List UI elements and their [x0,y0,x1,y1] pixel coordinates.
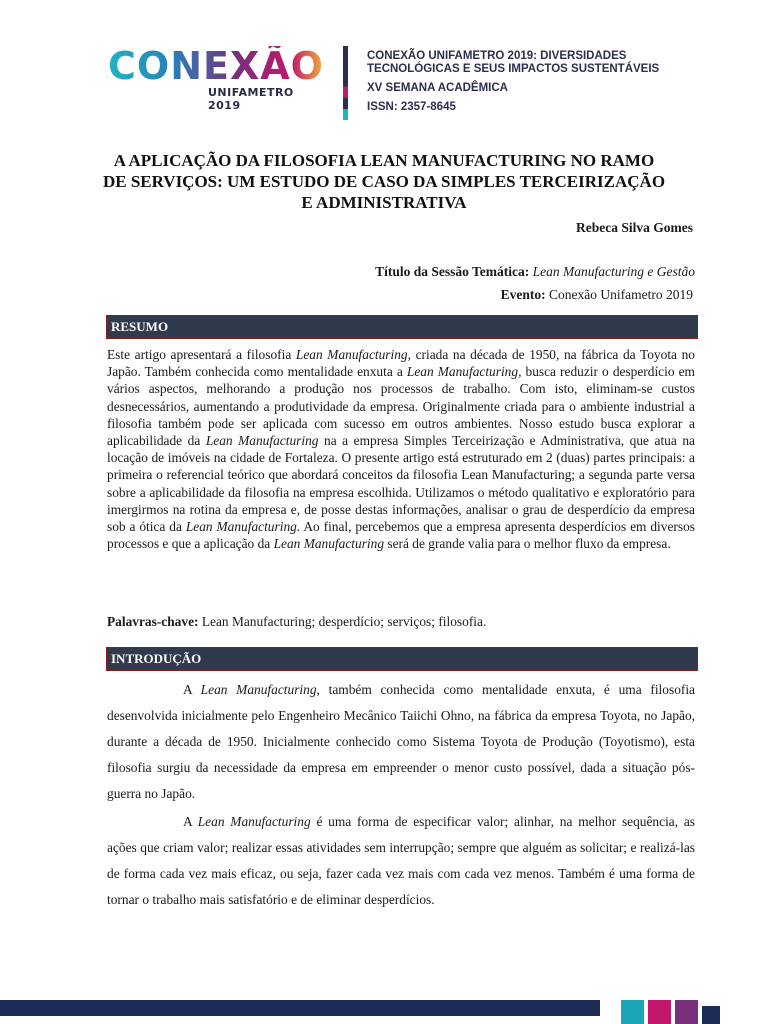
section-heading-introducao: INTRODUÇÃO [106,647,698,671]
footer-square-teal [621,1000,644,1024]
academic-week: XV SEMANA ACADÊMICA [367,82,508,94]
document-header [0,0,768,130]
footer-square-purple [675,1000,698,1024]
session-value: Lean Manufacturing e Gestão [532,264,695,279]
logo-subtext: UNIFAMETRO 2019 [208,86,294,112]
logo-wordmark: CONEXÃO [108,44,324,88]
header-divider [343,46,348,120]
conexao-logo [108,44,330,112]
intro-paragraph-2: A Lean Manufacturing é uma forma de especificar valor; alinhar, na melhor sequência, as ações que criam valor; realizar essas atividades sem interrupção; sempre que alguém as solicitar; e realizá-las de forma cada vez mais eficaz, ou seja, fazer cada vez mais com cada vez menos. Também é uma forma de tornar o trabalho mais satisfatório e de eliminar desperdícios. [107,814,696,907]
keywords [107,614,695,630]
keywords-value: Lean Manufacturing; desperdício; serviços; filosofia. [198,614,487,629]
event-line [501,287,693,303]
footer-square-navy [702,1006,720,1024]
footer-square-magenta [648,1000,671,1024]
keywords-label: Palavras-chave: [107,614,199,629]
conference-info [367,50,727,114]
session-label: Título da Sessão Temática: [375,264,530,279]
footer-bar [0,1000,600,1016]
intro-paragraph-1: A Lean Manufacturing, também conhecida como mentalidade enxuta, é uma filosofia desenvolvida inicialmente pelo Engenheiro Mecânico Taiichi Ohno, na fábrica da empresa Toyota, no Japão, durante a década de 1950. Inicialmente conhecido como Sistema Toyota de Produção (Toyotismo), esta filosofia surgiu da necessidade da empresa em empreender o menor custo possível, dada a situação pós-guerra no Japão. [107,682,696,801]
author-name: Rebeca Silva Gomes [576,220,693,235]
paper-title: A APLICAÇÃO DA FILOSOFIA LEAN MANUFACTURING NO RAMO DE SERVIÇOS: UM ESTUDO DE CASO DA SIMPLES TERCEIRIZAÇÃO E ADMINISTRATIVA [102,151,666,212]
event-value: Conexão Unifametro 2019 [549,287,693,302]
conference-title-line1: CONEXÃO UNIFAMETRO 2019: DIVERSIDADES [367,50,627,62]
event-label: Evento: [500,287,546,302]
conference-title-line2: TECNOLÓGICAS E SEUS IMPACTOS SUSTENTÁVEIS [367,63,660,75]
section-heading-resumo: RESUMO [106,315,698,339]
issn: ISSN: 2357-8645 [367,101,456,113]
abstract-body: Este artigo apresentará a filosofia Lean Manufacturing, criada na década de 1950, na fábrica da Toyota no Japão. Também conhecida como mentalidade enxuta a Lean Manufacturing, busca reduzir o desperdício em vários aspectos, melhorando a produção nos processos de trabalho. Com isto, eliminam-se custos desnecessários, aumentando a produtividade da empresa. Originalmente criada para o ambiente industrial a filosofia também pode ser aplicada com sucesso em outros ambientes. Nosso estudo busca explorar a aplicabilidade da Lean Manufacturing na a empresa Simples Terceirização e Administrativa, que atua na locação de imóveis na cidade de Fortaleza. O presente artigo está estruturado em 2 (duas) partes principais: a primeira o referencial teórico que abordará conceitos da filosofia Lean Manufacturing; a segunda parte versa sobre a aplicabilidade da filosofia na empresa escolhida. Utilizamos o método qualitativo e exploratório para imergirmos na rotina da empresa e, de posse destas informações, analisar o grau de desperdício da empresa sob a ótica da Lean Manufacturing. Ao final, percebemos que a empresa apresenta desperdícios em diversos processos e que a aplicação da Lean Manufacturing será de grande valia para o melhor fluxo da empresa. [107,347,695,552]
session-line [375,264,695,280]
